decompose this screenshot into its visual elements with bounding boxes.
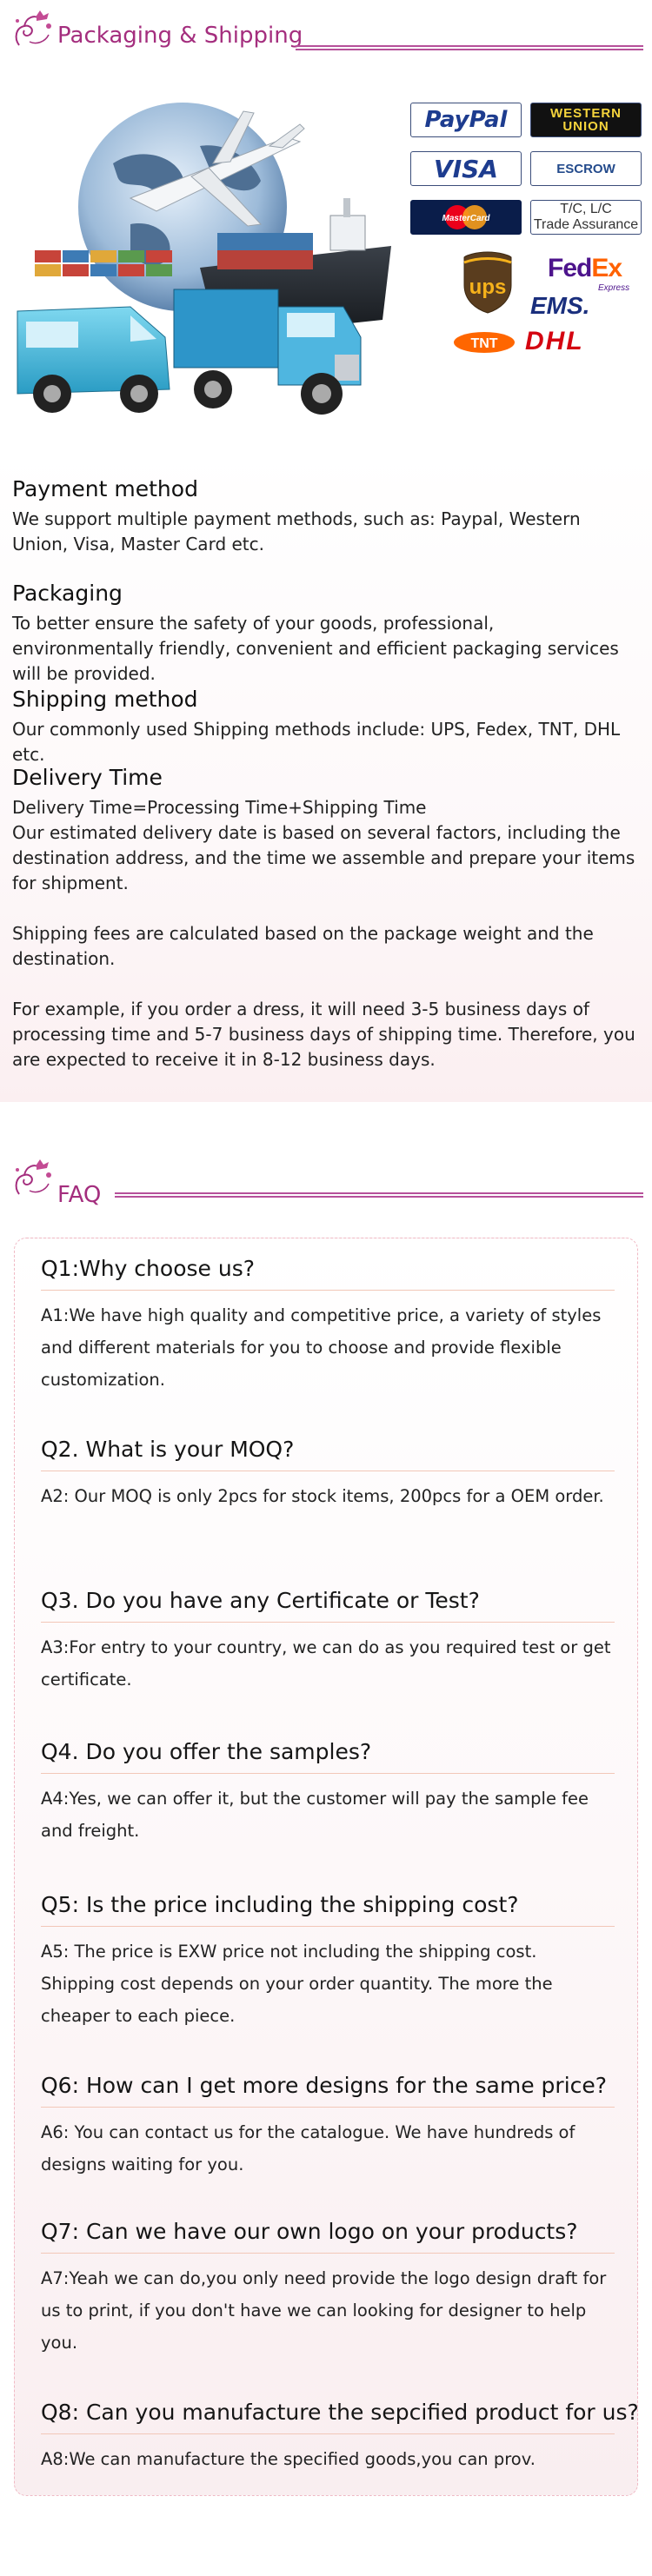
fedex-ex: Ex — [591, 254, 622, 282]
delivery-time-heading: Delivery Time — [12, 765, 163, 790]
faq-answer: A2: Our MOQ is only 2pcs for stock items, 200pcs for a OEM order. — [41, 1486, 604, 1506]
header-rule — [296, 45, 643, 50]
western-union-line2: UNION — [562, 119, 609, 134]
section-title: Packaging & Shipping — [57, 23, 303, 49]
mastercard-logo — [410, 200, 522, 235]
packaging-text: To better ensure the safety of your goods, professional, environmentally friendly, convenient and efficient packaging services will be provided. — [12, 613, 619, 684]
faq-section-header — [0, 1149, 652, 1210]
packaging-block — [12, 581, 638, 687]
faq-answer: A6: You can contact us for the catalogue. We have hundreds of designs waiting for you. — [41, 2122, 575, 2174]
western-union-logo — [530, 103, 642, 137]
fedex-express-label: Express — [598, 283, 630, 293]
western-union-line1: WESTERN — [550, 106, 622, 121]
faq-answer: A1:We have high quality and competitive price, a variety of styles and different materials for you to choose and provide flexible customization. — [41, 1305, 602, 1390]
faq-question: Q6: How can I get more designs for the same price? — [41, 2073, 615, 2108]
faq-question: Q3. Do you have any Certificate or Test? — [41, 1588, 615, 1623]
fedex-logo — [548, 254, 622, 283]
faq-answer: A5: The price is EXW price not including the shipping cost. Shipping cost depends on your order quantity. The more the cheaper to each piece. — [41, 1942, 553, 2026]
faq-item — [41, 2400, 639, 2475]
payment-method-heading: Payment method — [12, 476, 198, 501]
faq-answer: A7:Yeah we can do,you only need provide the logo design draft for us to print, if you don't have we can looking for designer to help you. — [41, 2268, 607, 2353]
truck-icon — [174, 289, 361, 415]
delivery-time-block — [12, 765, 638, 1072]
tc-line2: Trade Assurance — [533, 217, 639, 232]
delivery-text-2: Shipping fees are calculated based on the package weight and the destination. — [12, 923, 594, 969]
ems-logo: EMS. — [530, 292, 590, 319]
visa-logo: VISA — [410, 151, 522, 186]
faq-item — [41, 1588, 615, 1696]
logistics-illustration — [0, 94, 409, 450]
faq-question: Q5: Is the price including the shipping cost? — [41, 1892, 615, 1927]
shipping-info — [0, 452, 652, 1102]
tc-line1: T/C, L/C — [560, 202, 612, 216]
faq-item — [41, 1256, 615, 1396]
faq-item — [41, 2219, 615, 2359]
svg-text:TNT: TNT — [470, 336, 498, 351]
delivery-text-1: Our estimated delivery date is based on several factors, including the destination address, and the time we assemble and prepare your items for shipment. — [12, 822, 635, 893]
faq-answer: A3:For entry to your country, we can do as you required test or get certificate. — [41, 1637, 611, 1690]
shipping-hero — [0, 76, 652, 450]
header-rule — [115, 1192, 643, 1198]
payment-method-block — [12, 476, 638, 557]
shipping-section-header — [0, 0, 652, 61]
faq-question: Q7: Can we have our own logo on your products? — [41, 2219, 615, 2254]
faq-answer: A8:We can manufacture the specified goods,you can prov. — [41, 2449, 536, 2469]
carrier-logos — [452, 250, 652, 363]
delivery-van-icon — [17, 307, 170, 413]
faq-panel — [14, 1238, 638, 2496]
paypal-logo: PayPal — [410, 103, 522, 137]
shipping-method-heading: Shipping method — [12, 687, 198, 712]
ups-logo — [461, 250, 515, 315]
tc-lc-trade-assurance-logo — [530, 200, 642, 235]
svg-text:MasterCard: MasterCard — [442, 214, 490, 223]
faq-item — [41, 1739, 615, 1847]
decorative-swirl-icon — [10, 7, 59, 56]
packaging-heading: Packaging — [12, 581, 123, 606]
faq-item — [41, 1892, 615, 2032]
tnt-logo — [452, 330, 516, 355]
shipping-method-text: Our commonly used Shipping methods include: UPS, Fedex, TNT, DHL etc. — [12, 719, 621, 765]
escrow-logo: ESCROW — [530, 151, 642, 186]
delivery-formula: Delivery Time=Processing Time+Shipping Time — [12, 797, 427, 818]
payment-method-text: We support multiple payment methods, such as: Paypal, Western Union, Visa, Master Card etc. — [12, 508, 581, 554]
delivery-text-3: For example, if you order a dress, it will need 3-5 business days of processing time and 5-7 business days of shipping time. Therefore, you are expected to receive it in 8-12 business days. — [12, 999, 635, 1070]
faq-item — [41, 1437, 615, 1512]
faq-question: Q2. What is your MOQ? — [41, 1437, 615, 1471]
svg-text:ups: ups — [469, 276, 507, 299]
dhl-logo: DHL — [525, 327, 584, 355]
faq-question: Q8: Can you manufacture the sepcified product for us? — [41, 2400, 615, 2434]
decorative-swirl-icon — [10, 1156, 59, 1205]
fedex-fed: Fed — [548, 254, 592, 282]
section-title: FAQ — [57, 1182, 102, 1208]
mastercard-icon — [431, 203, 501, 231]
faq-item — [41, 2073, 615, 2181]
faq-question: Q1:Why choose us? — [41, 1256, 615, 1291]
faq-answer: A4:Yes, we can offer it, but the customer will pay the sample fee and freight. — [41, 1789, 589, 1841]
shipping-method-block — [12, 687, 638, 767]
faq-question: Q4. Do you offer the samples? — [41, 1739, 615, 1774]
